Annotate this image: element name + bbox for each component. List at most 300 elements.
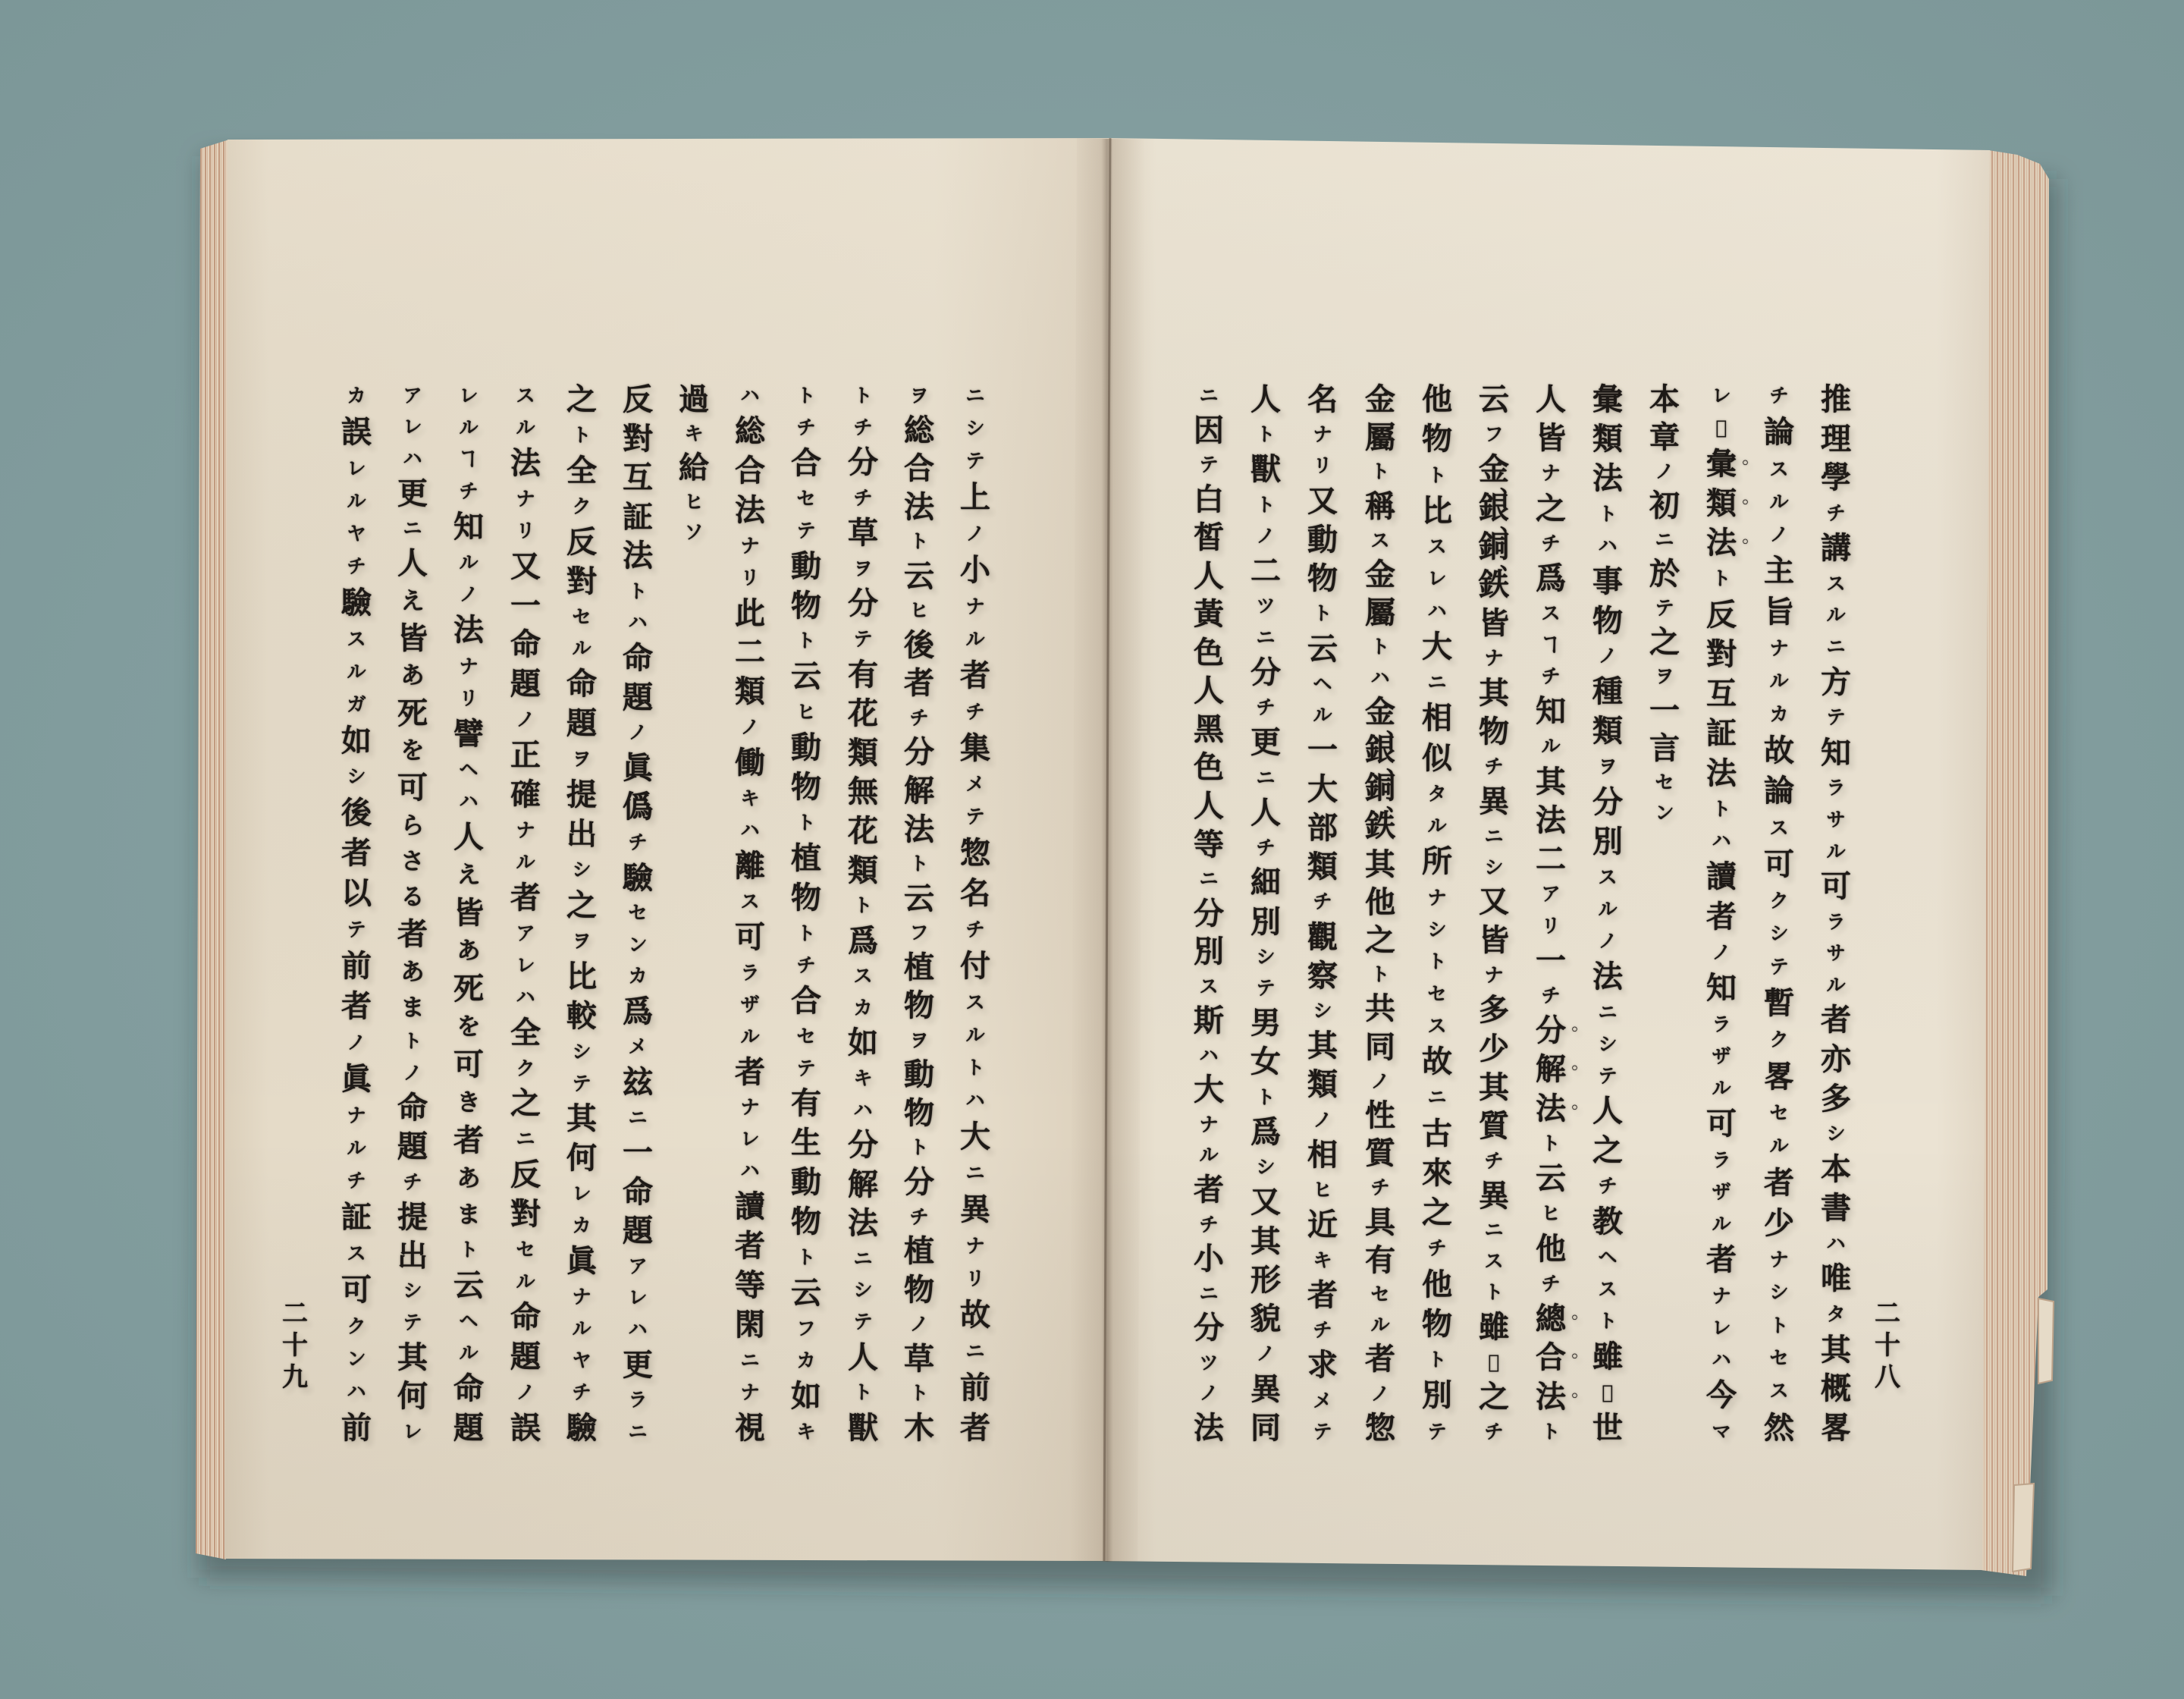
kanji-glyph: 然: [1764, 1409, 1794, 1446]
kanji-glyph: 可: [1706, 1106, 1737, 1142]
kanji-glyph: 前: [341, 948, 372, 985]
kana-glyph: メ: [1313, 1389, 1332, 1412]
kana-glyph: ニ: [628, 1106, 648, 1129]
kana-glyph: シ: [1826, 1123, 1846, 1145]
kana-glyph: ハ: [1712, 830, 1731, 853]
kanji-glyph: 分: [1592, 784, 1623, 821]
kana-glyph: ラ: [740, 961, 760, 984]
kana-glyph: チ: [1484, 755, 1504, 777]
kanji-glyph: 玆: [623, 1063, 653, 1100]
kana-glyph: ト: [853, 1381, 873, 1404]
kanji-glyph: 貌: [1250, 1301, 1281, 1337]
kanji-glyph: 本: [1649, 382, 1680, 417]
kana-glyph: レ: [572, 1182, 592, 1205]
kana-glyph: ノ: [740, 716, 760, 739]
kana-glyph: ト: [796, 630, 816, 652]
kana-glyph: ニ: [1826, 636, 1846, 658]
kanji-glyph: 女: [1250, 1044, 1281, 1080]
kana-glyph: ニ: [516, 1128, 535, 1151]
kanji-glyph: 以: [341, 875, 372, 912]
kana-glyph: ザ: [1712, 1180, 1731, 1203]
kana-glyph: タ: [1826, 1303, 1846, 1326]
kanji-glyph: 題: [397, 1129, 428, 1165]
kana-glyph: ノ: [1655, 460, 1674, 482]
kanji-glyph: 者: [1764, 1164, 1794, 1201]
kana-glyph: ハ: [1370, 666, 1390, 689]
kanji-glyph: 分: [904, 734, 934, 771]
kanji-glyph: 十: [1875, 1330, 1900, 1361]
kanji-glyph: 銀 、: [1365, 732, 1408, 778]
kana-glyph: ル: [1370, 1314, 1390, 1336]
kanji-glyph: 云: [1536, 1160, 1566, 1197]
kana-glyph: ナ: [965, 595, 985, 617]
kanji-glyph: 細: [1250, 865, 1281, 901]
kana-glyph: フ: [1484, 422, 1504, 445]
kana-glyph: ス: [1370, 529, 1390, 551]
kana-glyph: ナ: [459, 655, 479, 677]
kanji-glyph: 皙: [1194, 520, 1224, 556]
kana-glyph: ス: [1484, 1250, 1504, 1273]
kana-glyph: ナ: [1427, 886, 1447, 909]
kana-glyph: チ: [347, 1169, 366, 1192]
kanji-glyph: 彙 ◦: [1699, 448, 1744, 481]
kanji-glyph: 爲: [1250, 1113, 1281, 1150]
kana-glyph: セ: [1655, 771, 1674, 793]
kana-glyph: チ: [403, 1170, 422, 1193]
kana-glyph: ト: [628, 579, 648, 602]
kana-glyph: ニ: [1199, 1282, 1219, 1305]
kana-glyph: ル: [1712, 1077, 1731, 1100]
kanji-glyph: 可: [1821, 868, 1851, 905]
kana-glyph: ナ: [1199, 1113, 1219, 1135]
kanji-glyph: 動: [791, 730, 821, 766]
kanji-glyph: 題: [453, 1409, 484, 1446]
kanji-glyph: 暫: [1764, 985, 1794, 1022]
kana-glyph: シ: [1484, 856, 1504, 878]
kanji-glyph: 察: [1307, 957, 1338, 994]
kanji-glyph: 類: [1592, 713, 1623, 749]
kanji-glyph: 教: [1592, 1204, 1623, 1240]
kanji-glyph: 雖: [1479, 1309, 1509, 1346]
kana-glyph: チ: [1427, 1237, 1447, 1260]
kana-glyph: ナ: [347, 1104, 366, 1127]
kana-glyph: ヒ: [909, 599, 929, 622]
kana-glyph: テ: [965, 806, 985, 828]
kanji-glyph: 概: [1821, 1371, 1851, 1407]
kana-glyph: フ: [796, 1317, 816, 1339]
kanji-glyph: 其: [397, 1339, 428, 1376]
kanji-glyph: 皆: [397, 620, 428, 657]
kana-glyph: レ: [459, 385, 479, 407]
kanji-glyph: 者: [397, 916, 428, 953]
kanji-glyph: 証: [623, 498, 653, 535]
kanji-glyph: 物: [791, 587, 821, 623]
kanji-glyph: 確: [510, 777, 541, 813]
kanji-glyph: 題: [623, 1213, 653, 1249]
kana-glyph: ニ: [1655, 529, 1674, 551]
kana-glyph: ラ: [1712, 1148, 1731, 1171]
kana-glyph: ル: [740, 1025, 760, 1047]
kana-glyph: メ: [965, 773, 985, 796]
kanji-glyph: 可: [735, 919, 765, 955]
punctuation-glyph: 、: [1500, 471, 1522, 497]
kana-glyph: ス: [1541, 602, 1561, 625]
kana-glyph: ト: [796, 922, 816, 944]
kana-glyph: ナ: [1313, 423, 1332, 446]
kanji-glyph: 何: [566, 1140, 597, 1176]
kanji-glyph: 命: [566, 666, 597, 702]
kana-glyph: ハ: [1598, 534, 1618, 557]
kanji-glyph: 鉄: [1479, 567, 1509, 603]
kana-glyph: ナ: [1712, 1284, 1731, 1307]
kanji-glyph: 等: [1194, 826, 1224, 862]
kanji-glyph: 類: [848, 734, 878, 771]
kanji-glyph: 物: [904, 1271, 934, 1308]
kanji-glyph: 惣: [960, 835, 990, 871]
kana-glyph: テ: [1199, 454, 1219, 476]
kanji-glyph: 法: [1706, 755, 1737, 791]
kana-glyph: ル: [347, 660, 366, 683]
kana-glyph: セ: [1427, 982, 1447, 1005]
kana-glyph: キ: [796, 1420, 816, 1443]
kana-glyph: ル: [1427, 815, 1447, 837]
kana-glyph: マ: [1712, 1420, 1731, 1443]
kanji-glyph: 反: [1706, 596, 1737, 633]
kana-glyph: ト: [1541, 1132, 1561, 1154]
kanji-glyph: 分: [1194, 1310, 1224, 1346]
kanji-glyph: 閑: [735, 1306, 765, 1343]
kanji-glyph: 他: [1365, 884, 1395, 920]
kana-glyph: ニ: [1427, 1086, 1447, 1109]
kana-glyph: ク: [572, 495, 592, 517]
kana-glyph: ノ: [1256, 1343, 1276, 1365]
kanji-glyph: 前: [341, 1409, 372, 1446]
kanji-glyph: 一: [1649, 692, 1680, 728]
kanji-glyph: 似: [1422, 740, 1452, 776]
punctuation-glyph: 、: [1386, 714, 1408, 740]
kanji-glyph: 質: [1365, 1135, 1395, 1172]
kana-glyph: ス: [1427, 1014, 1447, 1037]
kanji-glyph: 解: [848, 1166, 878, 1202]
kanji-glyph: 斯: [1194, 1003, 1224, 1039]
kanji-glyph: 有: [1365, 1242, 1395, 1278]
kanji-glyph: 皆: [1479, 922, 1509, 959]
kana-glyph: サ: [1826, 808, 1846, 831]
kanji-glyph: 質: [1479, 1107, 1509, 1144]
kanji-glyph: 驗: [623, 859, 653, 896]
kanji-glyph: 觀: [1307, 919, 1338, 955]
kanji-glyph: 植: [904, 949, 934, 985]
kanji-glyph: 命: [510, 627, 541, 663]
kanji-glyph: 類: [1307, 849, 1338, 885]
kanji-glyph: 知: [1706, 970, 1737, 1007]
kanji-glyph: 題: [623, 679, 653, 715]
kana-glyph: ナ: [740, 1380, 760, 1403]
kana-glyph: ル: [1598, 897, 1618, 920]
kana-glyph: ハ: [1826, 1232, 1846, 1255]
kanji-glyph: 動: [791, 548, 821, 584]
kanji-glyph: 旨: [1764, 593, 1794, 630]
kanji-glyph: 又: [1479, 884, 1509, 920]
kanji-glyph: 物: [1422, 1305, 1452, 1342]
kanji-glyph: 者: [1365, 1341, 1395, 1377]
kana-glyph: ハ: [1199, 1044, 1219, 1066]
kanji-glyph: 其: [1365, 846, 1395, 882]
kanji-glyph: 花: [848, 812, 878, 849]
kana-glyph: ノ: [909, 1313, 929, 1336]
kanji-glyph: 讀: [735, 1189, 765, 1225]
kana-glyph: ニ: [965, 1339, 985, 1362]
kana-glyph: ニ: [740, 1349, 760, 1371]
kana-glyph: ニ: [628, 1420, 648, 1443]
kanji-glyph: 主: [1764, 553, 1794, 589]
kana-glyph: ナ: [740, 1096, 760, 1119]
kanji-glyph: 者: [453, 1123, 484, 1159]
kana-glyph: ト: [1541, 1420, 1561, 1443]
kana-glyph: ト: [1427, 463, 1447, 486]
kana-glyph: セ: [516, 1239, 535, 1261]
kana-glyph: リ: [740, 566, 760, 589]
kanji-glyph: 推: [1821, 382, 1851, 417]
kana-glyph: ス: [740, 890, 760, 912]
kana-glyph: ヒ: [684, 491, 704, 513]
kanji-glyph: 色: [1194, 634, 1224, 670]
kana-glyph: ヲ: [572, 929, 592, 952]
kana-glyph: フ: [909, 922, 929, 944]
kana-glyph: シ: [853, 1279, 873, 1302]
kanji-glyph: 眞: [566, 1243, 597, 1280]
kanji-glyph: 因: [1194, 412, 1224, 448]
kana-glyph: ハ: [740, 1160, 760, 1182]
kana-glyph: セ: [628, 902, 648, 925]
kana-glyph: リ: [1541, 914, 1561, 937]
kana-glyph: ト: [1370, 460, 1390, 483]
kanji-glyph: 全: [566, 452, 597, 488]
kanji-glyph: 此: [735, 595, 765, 631]
kana-glyph: リ: [516, 519, 535, 542]
kana-glyph: セ: [1769, 1101, 1789, 1124]
kanji-glyph: 名: [1307, 382, 1338, 417]
hiragana-glyph: あ: [457, 1165, 481, 1193]
kanji-glyph: 白: [1194, 481, 1224, 517]
kana-glyph: ル: [1826, 604, 1846, 627]
kanji-glyph: 云: [904, 557, 934, 594]
kanji-glyph: 如: [848, 1025, 878, 1061]
kana-glyph: シ: [347, 765, 366, 788]
kana-glyph: ラ: [1712, 1013, 1731, 1035]
kana-glyph: チ: [965, 700, 985, 723]
kana-glyph: ク: [516, 1057, 535, 1079]
kana-glyph: チ: [572, 1380, 592, 1403]
kana-glyph: ト: [1712, 797, 1731, 820]
kanji-glyph: 論: [1764, 414, 1794, 451]
kanji-glyph: 對: [623, 420, 653, 457]
kana-glyph: ル: [516, 416, 535, 438]
kanji-glyph: 分 ◦: [1528, 1014, 1574, 1047]
kana-glyph: ト: [403, 1030, 422, 1053]
kana-glyph: ト: [1598, 502, 1618, 525]
left-page-column-4: [783, 383, 829, 1445]
kana-glyph: テ: [403, 1311, 422, 1333]
kanji-glyph: 其: [1250, 1223, 1281, 1259]
punctuation-glyph: 、: [1386, 752, 1408, 778]
kana-glyph: ル: [516, 1270, 535, 1293]
kanji-glyph: 論: [1764, 773, 1794, 809]
kanji-glyph: 相: [1307, 1136, 1338, 1173]
kana-glyph: テ: [1256, 976, 1276, 999]
kanji-glyph: 其: [566, 1101, 597, 1137]
left-page-column-10: [446, 383, 491, 1445]
kana-glyph: ア: [1541, 883, 1561, 906]
kanji-glyph: 命: [453, 1370, 484, 1406]
kanji-glyph: 知: [1821, 734, 1851, 771]
kana-glyph: ヤ: [572, 1349, 592, 1371]
kanji-glyph: 有: [848, 656, 878, 692]
kanji-glyph: 大: [1307, 771, 1338, 807]
kanji-glyph: 出: [566, 816, 597, 853]
kana-glyph: ア: [403, 385, 422, 407]
kanji-glyph: 方: [1821, 664, 1851, 700]
kana-glyph: ヲ: [853, 557, 873, 579]
kanji-glyph: 又: [1307, 482, 1338, 519]
kana-glyph: テ: [1655, 597, 1674, 619]
kana-glyph: チ: [853, 486, 873, 509]
kanji-glyph: 求: [1307, 1347, 1338, 1383]
kanji-glyph: 惣: [1365, 1409, 1395, 1446]
kana-glyph: チ: [1541, 664, 1561, 687]
kanji-glyph: 法: [1592, 958, 1623, 994]
kanji-glyph: 多: [1821, 1080, 1851, 1116]
kanji-glyph: 驗: [566, 1409, 597, 1446]
kana-glyph: シ: [1313, 999, 1332, 1022]
kanji-glyph: 之: [1592, 1132, 1623, 1169]
kanji-glyph: 花: [848, 696, 878, 732]
kanji-glyph: 死: [397, 695, 428, 731]
kanji-glyph: 人: [1250, 382, 1281, 417]
kanji-glyph: 共: [1365, 991, 1395, 1027]
kanji-glyph: 故: [960, 1296, 990, 1333]
kanji-glyph: 章: [1649, 419, 1680, 455]
kana-glyph: ル: [347, 489, 366, 512]
hiragana-glyph: あ: [400, 958, 425, 986]
kanji-glyph: 云: [1479, 382, 1509, 417]
kanji-glyph: 本: [1821, 1151, 1851, 1187]
kanji-glyph: 言: [1649, 730, 1680, 766]
kanji-glyph: 云: [1307, 630, 1338, 667]
kana-glyph: ア: [628, 1255, 648, 1277]
kana-glyph: ル: [1313, 704, 1332, 727]
kana-glyph: セ: [796, 1025, 816, 1047]
kana-glyph: テ: [1826, 706, 1846, 729]
kanji-glyph: 法 ◦: [1528, 1380, 1574, 1414]
hiragana-glyph: ら: [400, 812, 425, 840]
kanji-glyph: 他: [1422, 1266, 1452, 1302]
kana-glyph: ヤ: [347, 522, 366, 545]
hiragana-glyph: ま: [400, 994, 425, 1022]
kana-glyph: レ: [740, 1128, 760, 1151]
kana-glyph: チ: [628, 831, 648, 853]
hiragana-glyph: を: [400, 736, 425, 765]
kanji-glyph: 者: [904, 665, 934, 702]
kanji-glyph: 總 ◦: [1528, 1302, 1574, 1336]
kanji-glyph: 者: [341, 835, 372, 871]
kanji-glyph: 解: [904, 773, 934, 809]
kanji-glyph: 故: [1764, 732, 1794, 768]
kana-glyph: カ: [572, 1214, 592, 1237]
kana-glyph: カ: [628, 965, 648, 988]
kanji-glyph: 後: [904, 627, 934, 663]
kanji-glyph: 一: [1536, 942, 1566, 978]
kanji-glyph: 銅 、: [1365, 770, 1408, 816]
kanji-glyph: 屬: [1365, 595, 1395, 631]
kanji-glyph: 小: [960, 551, 990, 588]
kana-glyph: チ: [1541, 984, 1561, 1007]
kana-glyph: シ: [1598, 1032, 1618, 1055]
kana-glyph: ス: [516, 385, 535, 407]
kanji-glyph: 色: [1194, 749, 1224, 786]
kanji-glyph: 異: [1250, 1371, 1281, 1407]
kanji-glyph: 有: [791, 1085, 821, 1122]
kanji-glyph: 働: [735, 745, 765, 781]
kanji-glyph: 法: [1536, 802, 1566, 838]
kanji-glyph: 者: [1706, 1242, 1737, 1278]
kanji-glyph: 題: [510, 666, 541, 702]
kanji-glyph: 前: [960, 1369, 990, 1405]
kanji-glyph: 者: [735, 1054, 765, 1090]
kana-glyph: チ: [1541, 1272, 1561, 1295]
kanji-glyph: 解 ◦: [1528, 1053, 1574, 1086]
kana-glyph: リ: [459, 686, 479, 709]
kanji-glyph: 理: [1821, 420, 1851, 457]
kanji-glyph: 分: [1250, 654, 1281, 690]
kana-glyph: ニ: [403, 517, 422, 540]
kanji-glyph: 一: [623, 1135, 653, 1171]
kanji-glyph: 物: [791, 769, 821, 806]
kanji-glyph: 物: [791, 879, 821, 915]
kanji-glyph: 知: [453, 509, 484, 545]
kanji-glyph: 者: [960, 1409, 990, 1446]
kana-glyph: ス: [1769, 816, 1789, 839]
kanji-glyph: 物: [1479, 714, 1509, 750]
kana-glyph: テ: [1769, 955, 1789, 978]
kanji-glyph: 二: [1250, 553, 1281, 589]
kana-glyph: カ: [1769, 702, 1789, 725]
kanji-glyph: 部: [1307, 809, 1338, 846]
kanji-glyph: 類 ◦: [1699, 487, 1744, 520]
kanji-glyph: 之: [566, 382, 597, 417]
kana-glyph: ク: [347, 1314, 366, 1337]
kana-glyph: 𪜈: [1488, 1351, 1500, 1374]
kanji-glyph: 別: [1592, 824, 1623, 860]
kana-glyph: ハ: [516, 985, 535, 1008]
kana-glyph: ハ: [628, 611, 648, 634]
kana-glyph: ト: [909, 853, 929, 875]
kana-glyph: チ: [1541, 532, 1561, 554]
kanji-glyph: 動: [791, 1164, 821, 1201]
left-page-column-6: [671, 383, 717, 545]
kanji-glyph: 人: [1592, 1093, 1623, 1129]
kana-glyph: ノ: [459, 583, 479, 606]
kana-glyph: ン: [628, 933, 648, 956]
kanji-glyph: 題: [566, 705, 597, 742]
kana-glyph: ト: [1427, 950, 1447, 973]
kana-glyph: ト: [909, 530, 929, 553]
kana-glyph: レ: [1712, 385, 1731, 407]
kana-glyph: チ: [1199, 1213, 1219, 1236]
kana-glyph: キ: [1313, 1248, 1332, 1271]
kana-glyph: ハ: [459, 790, 479, 812]
kanji-glyph: 類: [1307, 1066, 1338, 1103]
